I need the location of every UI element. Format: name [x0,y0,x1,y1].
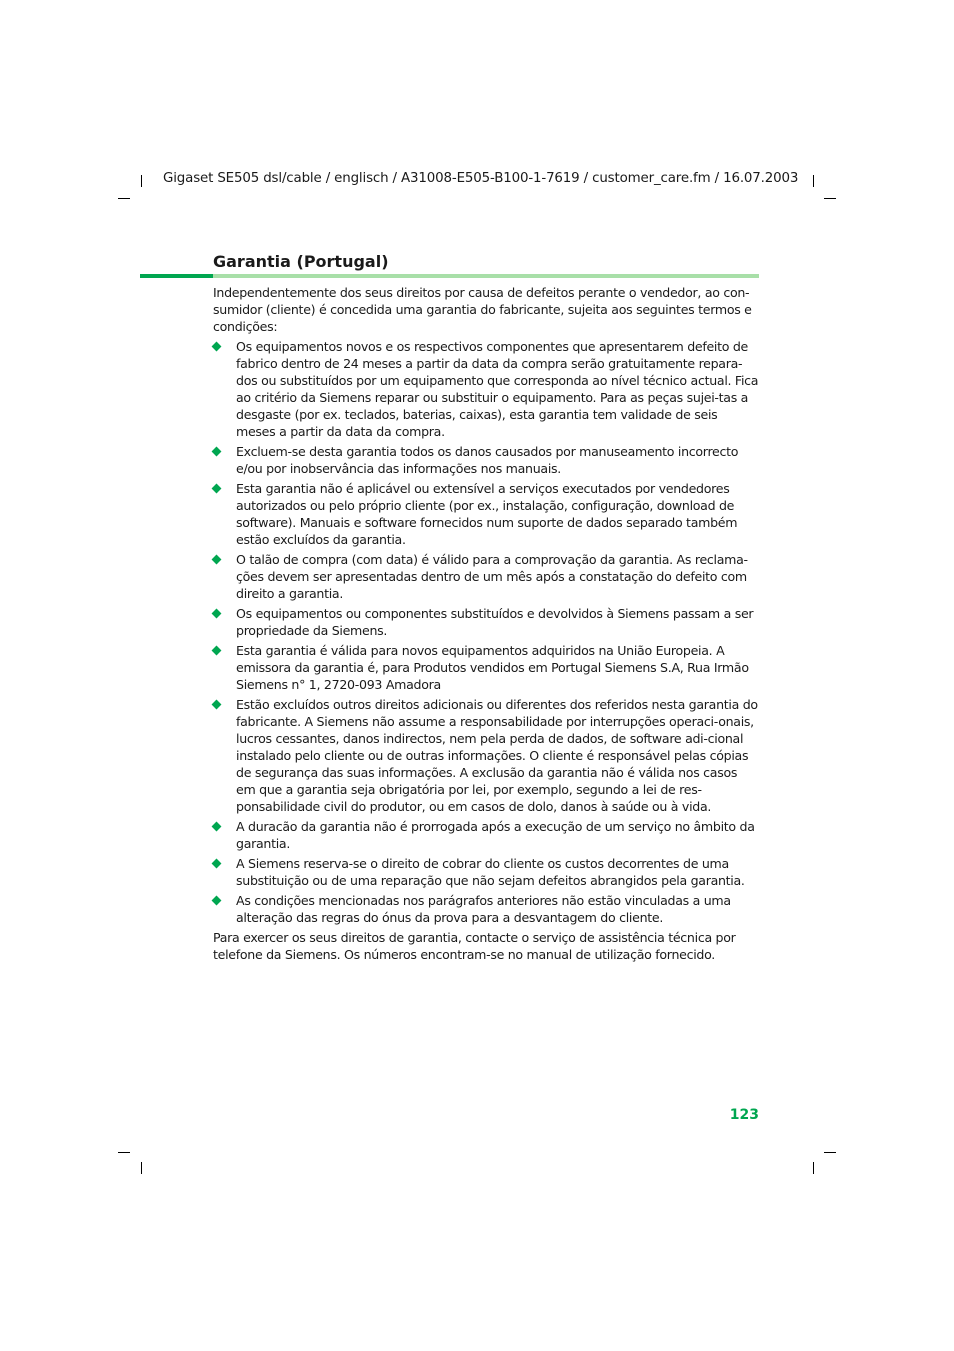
list-item [213,605,759,639]
diamond-bullet-icon [212,700,222,710]
running-header: Gigaset SE505 dsl/cable / englisch / A31008-E505-B100-1-7619 / customer_care.fm / 16.07.2003 [163,171,799,186]
intro-paragraph: Independentemente dos seus direitos por causa de defeitos perante o vendedor, ao con-sumidor (cliente) é concedida uma garantia do fabricante, sujeita aos seguintes termos e condições: [213,285,752,334]
list-item [213,642,759,693]
list-item [213,818,759,852]
list-item [213,892,759,926]
list-item-text: Esta garantia é válida para novos equipamentos adquiridos na União Europeia. A emissora da garantia é, para Produtos vendidos em Portugal Siemens S.A, Rua Irmão Siemens n° 1, 2720-093 Amadora [236,643,749,692]
list-item [213,480,759,548]
body-text [213,284,759,963]
page-number: 123 [729,1107,759,1123]
crop-mark-bottom-left-horizontal [118,1152,130,1153]
crop-mark-bottom-right-vertical [813,1162,814,1174]
crop-mark-top-right-horizontal [824,198,836,199]
crop-mark-top-left-vertical [141,175,142,187]
crop-mark-top-left-horizontal [118,198,130,199]
diamond-bullet-icon [212,342,222,352]
diamond-bullet-icon [212,896,222,906]
list-item-text: Estão excluídos outros direitos adicionais ou diferentes dos referidos nesta garantia do fabricante. A Siemens não assume a responsabilidade por interrupções operaci-onais, lucros cessantes, danos indirectos, nem pela perda de dados, de software adi-cional instalado pelo cliente ou de outras informações. O cliente é responsável pelas cópias de segurança das suas informações. A exclusão da garantia não é válida nos casos em que a garantia seja obrigatória por lei, por exemplo, segundo a lei de res-ponsabilidade civil do produtor, ou em casos de dolo, danos à saúde ou à vida. [236,697,758,814]
list-item [213,338,759,440]
diamond-bullet-icon [212,822,222,832]
diamond-bullet-icon [212,484,222,494]
crop-mark-top-right-vertical [813,175,814,187]
diamond-bullet-icon [212,859,222,869]
diamond-bullet-icon [212,447,222,457]
list-item-text: O talão de compra (com data) é válido para a comprovação da garantia. As reclama-ções devem ser apresentadas dentro de um mês após a constatação do defeito com direito a garantia. [236,552,748,601]
diamond-bullet-icon [212,646,222,656]
list-item-text: Excluem-se desta garantia todos os danos causados por manuseamento incorrecto e/ou por inobservância das informações nos manuais. [236,444,739,476]
list-item-text: Os equipamentos ou componentes substituídos e devolvidos à Siemens passam a ser propriedade da Siemens. [236,606,754,638]
list-item [213,443,759,477]
crop-mark-bottom-left-vertical [141,1162,142,1174]
list-item [213,855,759,889]
closing-paragraph: Para exercer os seus direitos de garantia, contacte o serviço de assistência técnica por telefone da Siemens. Os números encontram-se no manual de utilização fornecido. [213,930,736,962]
list-item-text: Esta garantia não é aplicável ou extensível a serviços executados por vendedores autorizados ou pelo próprio cliente (por ex., instalação, configuração, download de software). Manuais e software fornecidos num suporte de dados separado também estão excluídos da garantia. [236,481,738,547]
title-rule [213,274,759,278]
bullet-list [213,338,759,926]
list-item-text: A Siemens reserva-se o direito de cobrar do cliente os custos decorrentes de uma substituição ou de uma reparação que não sejam defeitos abrangidos pela garantia. [236,856,745,888]
section-title: Garantia (Portugal) [213,252,389,271]
list-item [213,696,759,815]
title-rule-accent [140,274,213,278]
list-item-text: A duracão da garantia não é prorrogada após a execução de um serviço no âmbito da garantia. [236,819,755,851]
list-item-text: Os equipamentos novos e os respectivos componentes que apresentarem defeito de fabrico dentro de 24 meses a partir da data da compra serão gratuitamente repara-dos ou substituídos por um equipamento que corresponda ao nível técnico actual. Fica ao critério da Siemens reparar ou substituir o equipamento. Para as peças sujei-tas a desgaste (por ex. teclados, baterias, caixas), esta garantia tem validade de seis meses a partir da data da compra. [236,339,759,439]
crop-mark-bottom-right-horizontal [824,1152,836,1153]
list-item [213,551,759,602]
list-item-text: As condições mencionadas nos parágrafos anteriores não estão vinculadas a uma alteração das regras do ónus da prova para a desvantagem do cliente. [236,893,731,925]
diamond-bullet-icon [212,609,222,619]
diamond-bullet-icon [212,555,222,565]
